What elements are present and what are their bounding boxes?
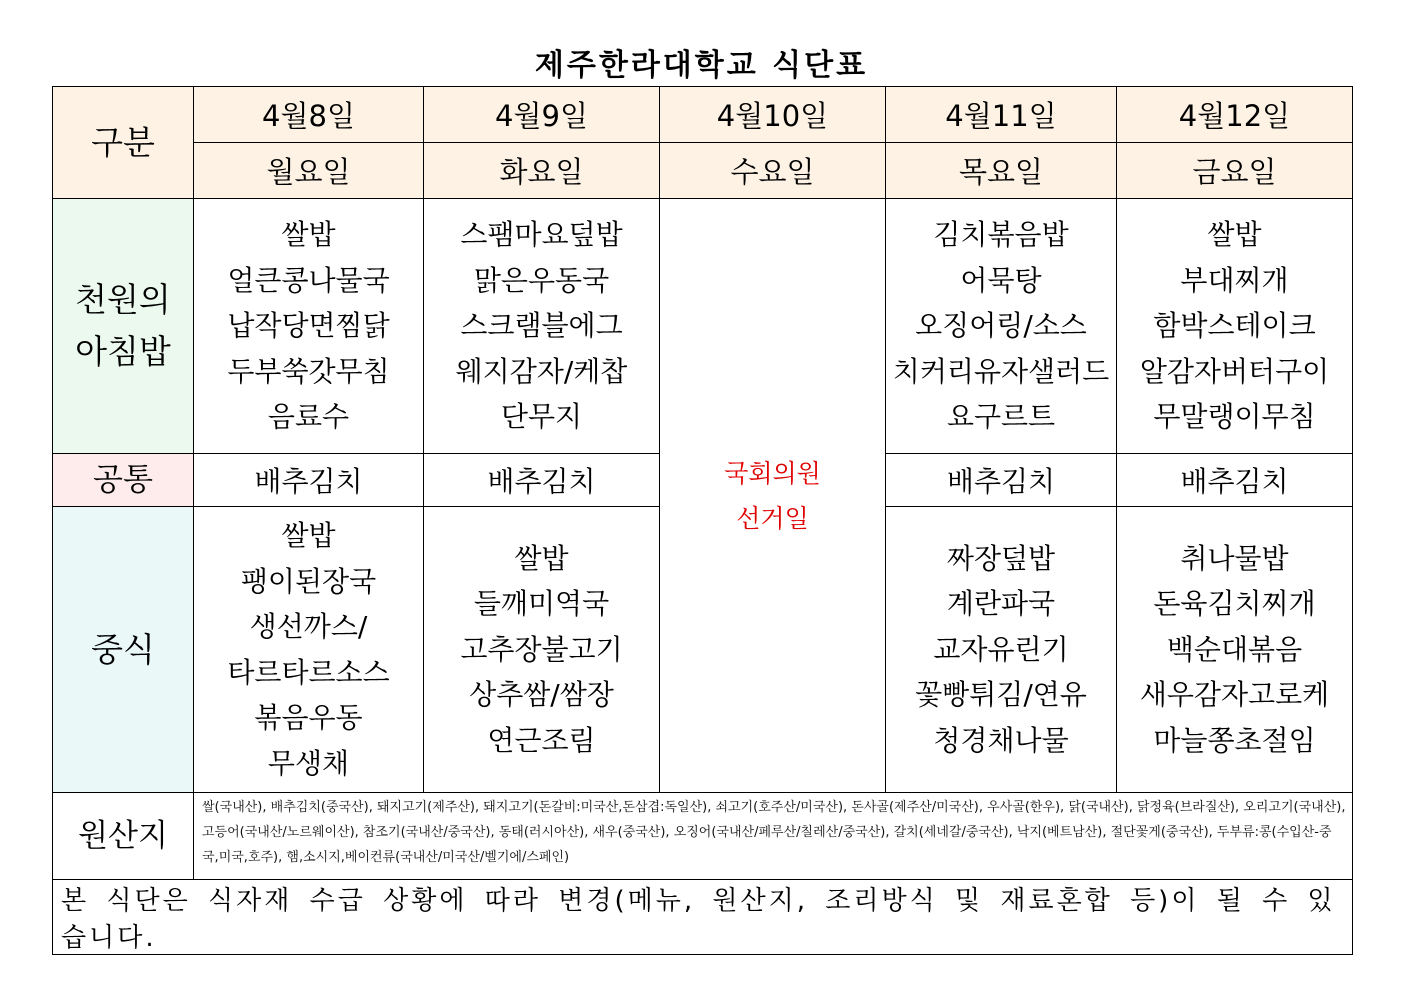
menu-item: 백순대볶음 xyxy=(1166,632,1303,666)
menu-item: 쌀밥 xyxy=(281,218,336,252)
common-fri: 배추김치 xyxy=(1117,454,1353,507)
breakfast-fri xyxy=(1117,199,1353,454)
menu-item: 타르타르소스 xyxy=(227,655,390,689)
menu-table xyxy=(52,86,1353,955)
holiday-cell xyxy=(660,199,886,793)
origin-label: 원산지 xyxy=(53,793,194,880)
menu-item: 스크램블에그 xyxy=(460,309,623,343)
lunch-tue xyxy=(424,507,660,793)
category-header: 구분 xyxy=(53,87,194,199)
menu-item: 쌀밥 xyxy=(281,519,336,552)
breakfast-label-line2: 아침밥 xyxy=(75,332,171,371)
weekday-wed: 수요일 xyxy=(660,143,886,199)
menu-item: 어묵탕 xyxy=(960,263,1042,297)
menu-item: 들깨미역국 xyxy=(473,587,610,621)
menu-item: 청경채나물 xyxy=(933,723,1069,757)
menu-item: 무말랭이무침 xyxy=(1153,400,1316,434)
menu-item: 생선까스/ xyxy=(249,610,368,643)
menu-item: 김치볶음밥 xyxy=(933,218,1069,252)
menu-item: 볶음우동 xyxy=(254,701,363,734)
menu-item: 고추장불고기 xyxy=(460,632,623,666)
breakfast-label xyxy=(53,199,194,454)
menu-item: 쌀밥 xyxy=(514,541,569,575)
menu-item: 쌀밥 xyxy=(1207,218,1262,252)
menu-item: 꽃빵튀김/연유 xyxy=(915,678,1087,712)
menu-item: 치커리유자샐러드 xyxy=(892,354,1110,388)
menu-item: 맑은우동국 xyxy=(473,263,610,297)
holiday-line2: 선거일 xyxy=(736,503,809,533)
common-mon: 배추김치 xyxy=(194,454,424,507)
menu-item: 두부쑥갓무침 xyxy=(227,354,390,388)
date-thu: 4월11일 xyxy=(886,87,1117,143)
breakfast-label-line1: 천원의 xyxy=(75,280,171,319)
lunch-thu xyxy=(886,507,1117,793)
date-fri: 4월12일 xyxy=(1117,87,1353,143)
menu-item: 오징어링/소스 xyxy=(915,309,1087,343)
date-wed: 4월10일 xyxy=(660,87,886,143)
common-thu: 배추김치 xyxy=(886,454,1117,507)
menu-item: 취나물밥 xyxy=(1180,541,1289,575)
page-title: 제주한라대학교 식단표 xyxy=(534,48,869,83)
breakfast-mon xyxy=(194,199,424,454)
menu-item: 요구르트 xyxy=(946,400,1056,434)
origin-text: 쌀(국내산), 배추김치(중국산), 돼지고기(제주산), 돼지고기(돈갈비:미국산,돈삼겹:독일산), 쇠고기(호주산/미국산), 돈사골(제주산/미국산), 우사골(한우), 닭(국내산), 닭정육(브라질산), 오리고기(국내산), 고등어(국내산/노르웨이산), 참조기(국내산/중국산), 동태(러시아산), 새우(중국산), 오징어(국내산/페루산/칠레산/중국산), 갈치(세네갈/중국산), 낙지(베트남산), 절단꽃게(중국산), 두부류:콩(수입산-중국,미국,호주), 햄,소시지,베이컨류(국내산/미국산/벨기에/스페인) xyxy=(194,793,1353,880)
lunch-fri xyxy=(1117,507,1353,793)
date-tue: 4월9일 xyxy=(424,87,660,143)
breakfast-thu xyxy=(886,199,1117,454)
menu-item: 돈육김치찌개 xyxy=(1153,587,1316,621)
menu-item: 짜장덮밥 xyxy=(946,541,1056,575)
menu-item: 연근조림 xyxy=(487,723,596,757)
menu-item: 얼큰콩나물국 xyxy=(227,263,390,297)
menu-item: 납작당면찜닭 xyxy=(227,309,390,343)
menu-item: 알감자버터구이 xyxy=(1139,354,1330,388)
menu-item: 웨지감자/케찹 xyxy=(455,354,628,388)
common-label: 공통 xyxy=(53,454,194,507)
menu-item: 팽이된장국 xyxy=(240,564,377,598)
menu-item: 새우감자고로케 xyxy=(1139,678,1330,712)
menu-item: 무생채 xyxy=(267,746,350,780)
menu-item: 함박스테이크 xyxy=(1153,309,1316,343)
menu-item: 부대찌개 xyxy=(1180,263,1289,297)
notice-text: 본 식단은 식자재 수급 상황에 따라 변경(메뉴, 원산지, 조리방식 및 재료혼합 등)이 될 수 있습니다. xyxy=(53,880,1353,955)
menu-item: 음료수 xyxy=(267,400,350,434)
menu-item: 스팸마요덮밥 xyxy=(460,218,623,252)
weekday-mon: 월요일 xyxy=(194,143,424,199)
date-mon: 4월8일 xyxy=(194,87,424,143)
holiday-line1: 국회의원 xyxy=(724,458,821,488)
menu-item: 단무지 xyxy=(500,400,583,434)
breakfast-tue xyxy=(424,199,660,454)
common-tue: 배추김치 xyxy=(424,454,660,507)
menu-item: 교자유린기 xyxy=(933,632,1069,666)
weekday-fri: 금요일 xyxy=(1117,143,1353,199)
lunch-mon xyxy=(194,507,424,793)
weekday-thu: 목요일 xyxy=(886,143,1117,199)
menu-item: 계란파국 xyxy=(946,587,1056,621)
weekday-tue: 화요일 xyxy=(424,143,660,199)
lunch-label: 중식 xyxy=(53,507,194,793)
menu-item: 상추쌈/쌈장 xyxy=(469,678,614,712)
menu-item: 마늘쫑초절임 xyxy=(1153,723,1316,757)
